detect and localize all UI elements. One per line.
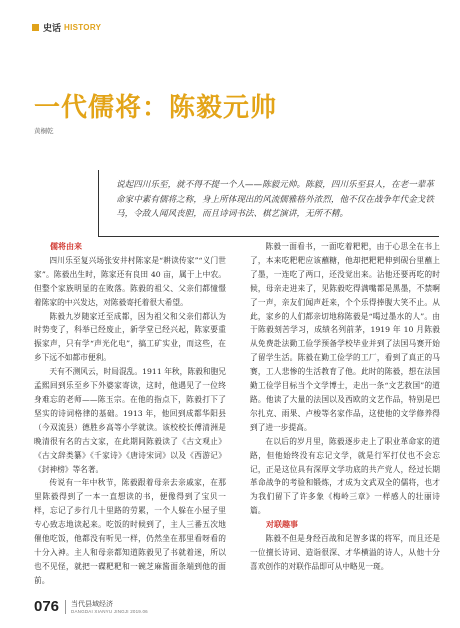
- section-tag: [32, 21, 101, 34]
- paragraph: 陈毅九岁随家迁至成都，因为祖父和父亲们都认为时势变了，科举已经废止，新学堂已经兴起，陈家要重振家声，只有学“声光化电”，搞工矿实业，而这些，在乡下远不如都市便利。: [34, 311, 226, 363]
- section-label-en: HISTORY: [64, 23, 102, 32]
- paragraph: 陈毅一面看书，一面吃着粑粑，由于心思全在书上了，本来吃粑粑应该蘸糖，他却把粑粑伸到砚台里蘸上了墨，一连吃了两口，还没觉出来。沾他还要再吃的时候，母亲走进来了，见陈毅吃得满嘴都是黑墨，不禁啊了一声，亲友们闻声赶来，个个乐得捧腹大笑不止。从此，家乡的人们都亲切地称陈毅是“喝过墨水的人”。由于陈毅刻苦学习，成绩名列前茅，1919 年 10 月陈毅从免费赴法勤工俭学预备学校毕业并到了法国马赛开始了留学生活。陈毅在勤工俭学的工厂，看到了真正的马赛，工人悲惨的生活教育了他。此时的陈毅，想在法国勤工俭学目标当个文学博士，走出一条“文艺救国”的道路。他读了大量的法国以及西欧的文艺作品，特别是巴尔扎克、雨果、卢梭等名家作品，这使他的文学修养得到了进一步提高。: [250, 242, 440, 432]
- paragraph: 传说有一年中秋节，陈毅跟着母亲去亲戚家，在那里陈毅得到了一本一直想读的书，便像得到了宝贝一样，忘记了步行几十里路的劳累，一个人躲在小屋子里专心致志地读起来。吃饭的时候到了，主人三番五次地催他吃饭，他都没有听见一样，仍然坐在那里看呀看的十分入神。主人和母亲都知道陈毅见了书就着迷，所以也不见怪，就把一碟粑粑和一碗芝麻酱面条端到他的面前。: [34, 478, 226, 585]
- section-marker-icon: [32, 24, 39, 31]
- paragraph: 陈毅不但是身经百战和足智多谋的将军，而且还是一位擅长诗词、造诣很深、才华横溢的诗人，从他十分喜欢创作的对联作品即可从中略见一斑。: [250, 534, 440, 571]
- paragraph: 在以后的岁月里，陈毅逐步走上了职业革命家的道路，但他始终没有忘记文学，就是行军打仗也不会忘记，正是这位具有深厚文学功底的共产党人，经过长期革命战争的考验和锻炼，才成为文武双全的儒将，也才为我们留下了许多象《梅岭三章》一样感人的壮丽诗篇。: [250, 436, 440, 516]
- publication-info: [65, 600, 148, 614]
- publication-meta: DANGDAI XIANYU JINGJI 2019.06: [71, 608, 148, 614]
- article-author: 黄桐乾: [34, 127, 54, 135]
- paragraph: 四川乐至复兴场张安井村陈家是“耕读传家”“义门世家”。陈毅出生时，陈家还有良田 40 亩，属于上中农。但整个家族明显的在败落。陈毅的祖父、父亲们都憧憬着陈家的中兴发达，对陈毅寄托着很大希望。: [34, 255, 226, 307]
- subheading-origin: 儒将由来: [50, 241, 82, 251]
- publication-name: 当代县域经济: [71, 599, 114, 608]
- paragraph: 天有不测风云，时局混乱。1911 年秋，陈毅和胞兄孟熙回到乐至乡下外婆家寄读，这时，他遇见了一位终身难忘的老师——陈玉宗。在他的指点下，陈毅打下了坚实的诗词格律的基础。1913 年，他回到成都华阳县（今双流县）德胜乡高等小学就读。该校校长傅清洲是晚清很有名的古文家，在此期间陈毅读了《古文观止》《古文辞类纂》《千家诗》《唐诗宋词》以及《西游记》《封神榜》等名著。: [34, 367, 226, 474]
- section-label-cn: 史话: [43, 24, 62, 34]
- article-intro: 说起四川乐至，就不得不提一个人——陈毅元帅。陈毅，四川乐至县人，在老一辈革命家中素有儒将之称，身上所体现出的风流儒雅格外浓烈，他不仅在战争年代金戈铁马，令敌人闻风丧胆，而且诗词书法、棋艺演讲，无所不精。: [116, 180, 434, 219]
- right-column: [250, 240, 440, 574]
- subheading-couplets: 对联趣事: [266, 519, 298, 530]
- article-title: 一代儒将：陈毅元帅: [34, 93, 278, 123]
- left-column: [34, 240, 226, 588]
- page-footer: [34, 598, 148, 615]
- page-number: 076: [34, 598, 60, 615]
